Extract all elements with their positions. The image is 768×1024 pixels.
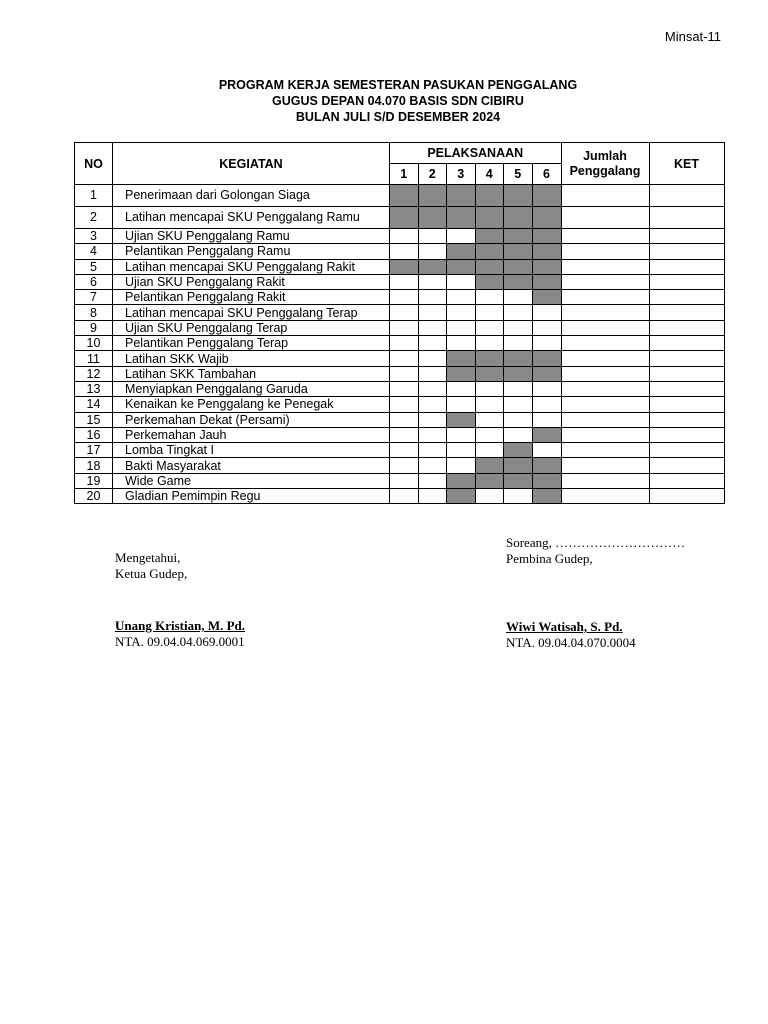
schedule-table: [74, 142, 725, 504]
row-number: 18: [75, 458, 113, 473]
month-5-cell: [504, 259, 533, 274]
month-1-cell: [390, 259, 419, 274]
month-6-cell: [532, 489, 561, 504]
month-1-cell: [390, 207, 419, 229]
month-2-cell: [418, 412, 447, 427]
signature-left: [115, 550, 245, 650]
month-5-cell: [504, 381, 533, 396]
month-1-cell: [390, 412, 419, 427]
form-code: Minsat-11: [664, 29, 721, 44]
signature-right-line1: Pembina Gudep,: [506, 551, 593, 566]
activity-name: Latihan SKK Tambahan: [113, 366, 390, 381]
row-number: 4: [75, 244, 113, 259]
table-row: [75, 229, 725, 244]
month-6-cell: [532, 207, 561, 229]
month-5-cell: [504, 397, 533, 412]
jumlah-cell: [561, 185, 649, 207]
row-number: 10: [75, 336, 113, 351]
month-6-cell: [532, 381, 561, 396]
row-number: 2: [75, 207, 113, 229]
month-3-cell: [447, 381, 476, 396]
header-kegiatan: KEGIATAN: [113, 143, 390, 185]
month-5-cell: [504, 229, 533, 244]
jumlah-cell: [561, 290, 649, 305]
month-1-cell: [390, 473, 419, 488]
month-6-cell: [532, 427, 561, 442]
month-2-cell: [418, 207, 447, 229]
ket-cell: [649, 259, 724, 274]
header-month-1: 1: [390, 164, 419, 185]
ket-cell: [649, 412, 724, 427]
jumlah-cell: [561, 244, 649, 259]
row-number: 15: [75, 412, 113, 427]
month-2-cell: [418, 458, 447, 473]
header-month-5: 5: [504, 164, 533, 185]
signature-left-line2: Ketua Gudep,: [115, 566, 188, 581]
month-2-cell: [418, 489, 447, 504]
month-6-cell: [532, 305, 561, 320]
month-5-cell: [504, 412, 533, 427]
table-row: [75, 489, 725, 504]
month-3-cell: [447, 290, 476, 305]
row-number: 17: [75, 443, 113, 458]
month-2-cell: [418, 274, 447, 289]
jumlah-cell: [561, 320, 649, 335]
activity-name: Ujian SKU Penggalang Terap: [113, 320, 390, 335]
row-number: 6: [75, 274, 113, 289]
month-5-cell: [504, 185, 533, 207]
row-number: 16: [75, 427, 113, 442]
month-6-cell: [532, 443, 561, 458]
month-3-cell: [447, 397, 476, 412]
jumlah-cell: [561, 366, 649, 381]
jumlah-cell: [561, 473, 649, 488]
header-jumlah-penggalang: Jumlah Penggalang: [561, 143, 649, 185]
month-6-cell: [532, 473, 561, 488]
month-3-cell: [447, 229, 476, 244]
month-3-cell: [447, 274, 476, 289]
row-number: 7: [75, 290, 113, 305]
ket-cell: [649, 473, 724, 488]
month-1-cell: [390, 366, 419, 381]
month-5-cell: [504, 207, 533, 229]
month-6-cell: [532, 229, 561, 244]
activity-name: Wide Game: [113, 473, 390, 488]
month-4-cell: [475, 259, 504, 274]
month-6-cell: [532, 336, 561, 351]
jumlah-cell: [561, 443, 649, 458]
month-2-cell: [418, 427, 447, 442]
month-3-cell: [447, 366, 476, 381]
month-3-cell: [447, 458, 476, 473]
signature-left-line1: Mengetahui,: [115, 550, 181, 565]
table-row: [75, 290, 725, 305]
month-2-cell: [418, 244, 447, 259]
jumlah-cell: [561, 412, 649, 427]
row-number: 3: [75, 229, 113, 244]
month-1-cell: [390, 336, 419, 351]
month-4-cell: [475, 244, 504, 259]
ket-cell: [649, 366, 724, 381]
month-2-cell: [418, 381, 447, 396]
month-3-cell: [447, 427, 476, 442]
jumlah-cell: [561, 229, 649, 244]
month-4-cell: [475, 473, 504, 488]
month-5-cell: [504, 489, 533, 504]
ket-cell: [649, 381, 724, 396]
ket-cell: [649, 305, 724, 320]
document-title: [0, 77, 768, 125]
ket-cell: [649, 458, 724, 473]
table-row: [75, 244, 725, 259]
table-row: [75, 336, 725, 351]
activity-name: Pelantikan Penggalang Terap: [113, 336, 390, 351]
ket-cell: [649, 320, 724, 335]
jumlah-cell: [561, 336, 649, 351]
jumlah-cell: [561, 259, 649, 274]
signature-left-nta: NTA. 09.04.04.069.0001: [115, 634, 245, 649]
table-row: [75, 381, 725, 396]
month-4-cell: [475, 207, 504, 229]
month-1-cell: [390, 320, 419, 335]
month-3-cell: [447, 489, 476, 504]
month-3-cell: [447, 351, 476, 366]
table-row: [75, 412, 725, 427]
row-number: 1: [75, 185, 113, 207]
activity-name: Latihan mencapai SKU Penggalang Ramu: [113, 207, 390, 229]
activity-name: Latihan SKK Wajib: [113, 351, 390, 366]
month-6-cell: [532, 320, 561, 335]
activity-name: Lomba Tingkat I: [113, 443, 390, 458]
month-2-cell: [418, 351, 447, 366]
header-month-2: 2: [418, 164, 447, 185]
month-4-cell: [475, 427, 504, 442]
activity-name: Ujian SKU Penggalang Rakit: [113, 274, 390, 289]
table-row: [75, 305, 725, 320]
month-3-cell: [447, 412, 476, 427]
row-number: 12: [75, 366, 113, 381]
row-number: 5: [75, 259, 113, 274]
table-row: [75, 458, 725, 473]
table-row: [75, 473, 725, 488]
ket-cell: [649, 207, 724, 229]
month-2-cell: [418, 397, 447, 412]
schedule-rows: [75, 185, 725, 504]
month-6-cell: [532, 366, 561, 381]
signature-right-name: Wiwi Watisah, S. Pd.: [506, 619, 623, 634]
month-5-cell: [504, 427, 533, 442]
month-1-cell: [390, 381, 419, 396]
ket-cell: [649, 489, 724, 504]
signature-right-nta: NTA. 09.04.04.070.0004: [506, 635, 636, 650]
table-row: [75, 207, 725, 229]
month-6-cell: [532, 351, 561, 366]
month-2-cell: [418, 473, 447, 488]
month-2-cell: [418, 366, 447, 381]
month-1-cell: [390, 489, 419, 504]
month-3-cell: [447, 207, 476, 229]
ket-cell: [649, 397, 724, 412]
table-row: [75, 259, 725, 274]
activity-name: Pelantikan Penggalang Ramu: [113, 244, 390, 259]
month-4-cell: [475, 489, 504, 504]
month-4-cell: [475, 458, 504, 473]
month-6-cell: [532, 412, 561, 427]
month-4-cell: [475, 336, 504, 351]
title-line-3: BULAN JULI S/D DESEMBER 2024: [295, 110, 501, 124]
month-1-cell: [390, 458, 419, 473]
table-row: [75, 366, 725, 381]
ket-cell: [649, 351, 724, 366]
month-2-cell: [418, 443, 447, 458]
month-1-cell: [390, 185, 419, 207]
month-1-cell: [390, 397, 419, 412]
month-3-cell: [447, 473, 476, 488]
row-number: 8: [75, 305, 113, 320]
jumlah-cell: [561, 381, 649, 396]
month-4-cell: [475, 185, 504, 207]
ket-cell: [649, 244, 724, 259]
ket-cell: [649, 185, 724, 207]
month-2-cell: [418, 185, 447, 207]
table-row: [75, 351, 725, 366]
ket-cell: [649, 274, 724, 289]
month-5-cell: [504, 336, 533, 351]
activity-name: Latihan mencapai SKU Penggalang Rakit: [113, 259, 390, 274]
month-3-cell: [447, 259, 476, 274]
header-month-3: 3: [447, 164, 476, 185]
month-1-cell: [390, 290, 419, 305]
month-6-cell: [532, 274, 561, 289]
month-1-cell: [390, 244, 419, 259]
ket-cell: [649, 290, 724, 305]
month-4-cell: [475, 305, 504, 320]
month-1-cell: [390, 229, 419, 244]
month-1-cell: [390, 427, 419, 442]
month-6-cell: [532, 290, 561, 305]
month-5-cell: [504, 458, 533, 473]
row-number: 20: [75, 489, 113, 504]
month-3-cell: [447, 185, 476, 207]
month-2-cell: [418, 259, 447, 274]
jumlah-cell: [561, 489, 649, 504]
row-number: 11: [75, 351, 113, 366]
month-3-cell: [447, 443, 476, 458]
jumlah-cell: [561, 207, 649, 229]
month-6-cell: [532, 458, 561, 473]
activity-name: Pelantikan Penggalang Rakit: [113, 290, 390, 305]
header-month-4: 4: [475, 164, 504, 185]
header-ket: KET: [649, 143, 724, 185]
table-row: [75, 320, 725, 335]
month-5-cell: [504, 473, 533, 488]
signature-left-name: Unang Kristian, M. Pd.: [115, 618, 246, 633]
ket-cell: [649, 229, 724, 244]
month-4-cell: [475, 443, 504, 458]
ket-cell: [649, 427, 724, 442]
month-3-cell: [447, 336, 476, 351]
month-2-cell: [418, 290, 447, 305]
month-2-cell: [418, 229, 447, 244]
month-4-cell: [475, 351, 504, 366]
activity-name: Kenaikan ke Penggalang ke Penegak: [113, 397, 390, 412]
jumlah-cell: [561, 351, 649, 366]
title-line-1: PROGRAM KERJA SEMESTERAN PASUKAN PENGGALANG: [218, 78, 578, 92]
activity-name: Menyiapkan Penggalang Garuda: [113, 381, 390, 396]
month-4-cell: [475, 366, 504, 381]
month-5-cell: [504, 366, 533, 381]
month-5-cell: [504, 274, 533, 289]
row-number: 14: [75, 397, 113, 412]
month-6-cell: [532, 185, 561, 207]
activity-name: Ujian SKU Penggalang Ramu: [113, 229, 390, 244]
month-4-cell: [475, 274, 504, 289]
activity-name: Perkemahan Dekat (Persami): [113, 412, 390, 427]
row-number: 19: [75, 473, 113, 488]
table-row: [75, 427, 725, 442]
month-4-cell: [475, 397, 504, 412]
month-2-cell: [418, 305, 447, 320]
month-1-cell: [390, 305, 419, 320]
header-no: NO: [75, 143, 113, 185]
month-5-cell: [504, 443, 533, 458]
table-row: [75, 185, 725, 207]
month-4-cell: [475, 229, 504, 244]
jumlah-cell: [561, 458, 649, 473]
month-5-cell: [504, 244, 533, 259]
jumlah-cell: [561, 305, 649, 320]
month-6-cell: [532, 259, 561, 274]
table-row: [75, 397, 725, 412]
month-3-cell: [447, 305, 476, 320]
month-4-cell: [475, 381, 504, 396]
activity-name: Latihan mencapai SKU Penggalang Terap: [113, 305, 390, 320]
month-4-cell: [475, 320, 504, 335]
activity-name: Penerimaan dari Golongan Siaga: [113, 185, 390, 207]
activity-name: Bakti Masyarakat: [113, 458, 390, 473]
row-number: 13: [75, 381, 113, 396]
month-5-cell: [504, 305, 533, 320]
month-1-cell: [390, 274, 419, 289]
month-3-cell: [447, 244, 476, 259]
ket-cell: [649, 443, 724, 458]
activity-name: Perkemahan Jauh: [113, 427, 390, 442]
month-6-cell: [532, 244, 561, 259]
month-5-cell: [504, 351, 533, 366]
ket-cell: [649, 336, 724, 351]
header-pelaksanaan: PELAKSANAAN: [390, 143, 562, 164]
month-2-cell: [418, 336, 447, 351]
jumlah-cell: [561, 427, 649, 442]
month-4-cell: [475, 290, 504, 305]
month-1-cell: [390, 443, 419, 458]
month-6-cell: [532, 397, 561, 412]
jumlah-cell: [561, 274, 649, 289]
activity-name: Gladian Pemimpin Regu: [113, 489, 390, 504]
signature-right: [506, 535, 685, 651]
table-row: [75, 274, 725, 289]
title-line-2: GUGUS DEPAN 04.070 BASIS SDN CIBIRU: [272, 94, 524, 108]
jumlah-cell: [561, 397, 649, 412]
month-1-cell: [390, 351, 419, 366]
month-5-cell: [504, 320, 533, 335]
month-3-cell: [447, 320, 476, 335]
header-month-6: 6: [532, 164, 561, 185]
row-number: 9: [75, 320, 113, 335]
month-2-cell: [418, 320, 447, 335]
table-row: [75, 443, 725, 458]
month-5-cell: [504, 290, 533, 305]
month-4-cell: [475, 412, 504, 427]
signature-right-place-date: Soreang, …………………………: [506, 535, 686, 550]
